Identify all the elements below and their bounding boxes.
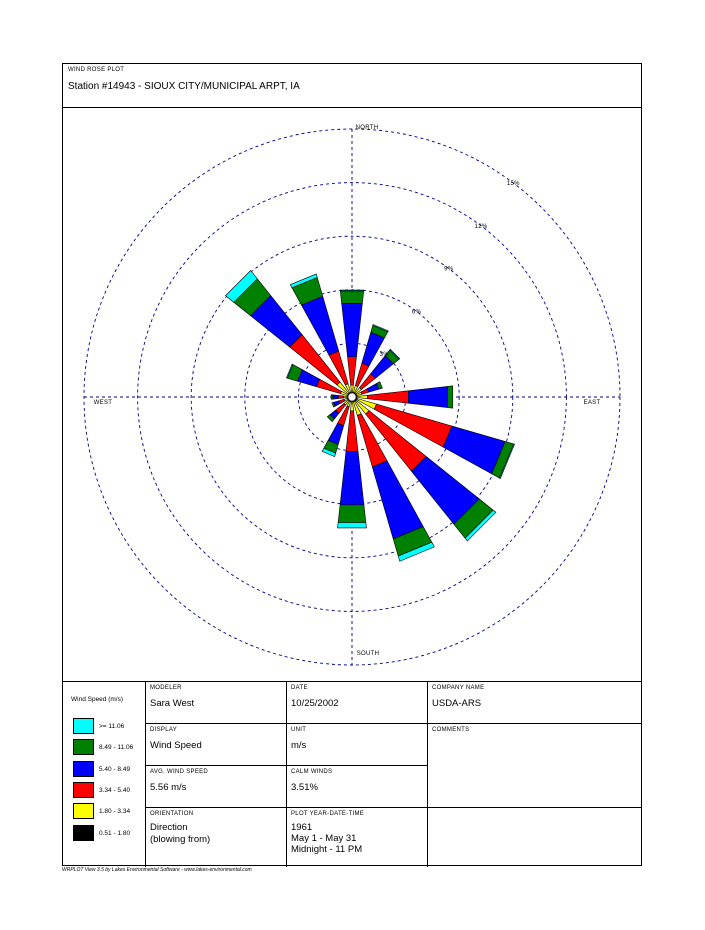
date-label: DATE — [291, 685, 308, 691]
petal-S-bin-4 — [338, 505, 366, 523]
petal-W-bin-1 — [344, 396, 348, 398]
ring-label-9pct: 9% — [444, 266, 454, 273]
station-title: Station #14943 - SIOUX CITY/MUNICIPAL ARPT, IA — [68, 81, 300, 92]
software-credit: WRPLOT View 3.5 by Lakes Environmental Software - www.lakes-environmental.com — [62, 867, 252, 873]
wind-rose-chart — [63, 107, 641, 681]
comments-label: COMMENTS — [432, 727, 470, 733]
legend-swatch-red — [73, 782, 94, 798]
petal-S-bin-1 — [350, 402, 353, 411]
avg-speed-value: 5.56 m/s — [150, 782, 187, 793]
unit-value: m/s — [291, 740, 307, 751]
wind-rose-report — [62, 63, 642, 866]
petal-E-bin-1 — [357, 395, 368, 398]
date-value: 10/25/2002 — [291, 698, 339, 709]
wind-rose-plot — [63, 107, 641, 681]
modeler-value: Sara West — [150, 698, 195, 709]
plot-time-label: PLOT YEAR-DATE-TIME — [291, 811, 365, 817]
legend-item: >= 11.06 — [99, 723, 125, 730]
west-label: WEST — [93, 400, 113, 406]
legend-swatch-green — [73, 739, 94, 755]
legend-item: 1.80 - 3.34 — [99, 808, 131, 815]
orientation-value-2: (blowing from) — [150, 834, 211, 845]
legend-title: Wind Speed (m/s) — [71, 696, 124, 703]
legend-item: 5.40 - 8.49 — [99, 766, 131, 773]
south-label: SOUTH — [356, 651, 380, 657]
ring-label-3pct: 3% — [379, 352, 389, 359]
calm-winds-label: CALM WINDS — [291, 769, 333, 775]
display-label: DISPLAY — [150, 727, 177, 733]
petal-E-bin-2 — [368, 391, 409, 403]
legend-item: 0.51 - 1.80 — [99, 830, 131, 837]
petal-E-bin-4 — [447, 386, 452, 408]
legend-item: 3.34 - 5.40 — [99, 787, 131, 794]
calm-winds-value: 3.51% — [291, 782, 318, 793]
avg-speed-label: AVG. WIND SPEED — [150, 769, 209, 775]
orientation-value-1: Direction — [150, 822, 188, 833]
petal-N-bin-5 — [340, 290, 364, 291]
plot-header — [63, 64, 641, 108]
plot-dates: May 1 - May 31 — [291, 833, 357, 844]
petal-N-bin-3 — [342, 303, 363, 356]
petal-S-bin-3 — [340, 452, 364, 505]
plot-hours: Midnight - 11 PM — [291, 844, 363, 855]
ring-label-15pct: 15% — [506, 180, 520, 187]
info-panel — [63, 681, 641, 867]
petal-W-bin-4 — [331, 395, 333, 400]
legend-swatch-black — [73, 825, 94, 841]
petal-W-bin-2 — [338, 395, 343, 398]
north-label: NORTH — [355, 125, 379, 131]
display-value: Wind Speed — [150, 740, 202, 751]
ring-label-6pct: 6% — [411, 309, 422, 316]
petal-N-bin-2 — [348, 357, 357, 385]
company-label: COMPANY NAME — [432, 685, 485, 691]
petal-N-bin-4 — [340, 291, 363, 303]
ring-label-12pct: 12% — [474, 223, 488, 230]
legend-swatch-blue — [73, 761, 94, 777]
modeler-label: MODELER — [150, 685, 182, 691]
unit-label: UNIT — [291, 727, 307, 733]
orientation-label: ORIENTATION — [150, 811, 194, 817]
petal-W-bin-3 — [333, 395, 338, 399]
legend-swatch-cyan — [73, 718, 94, 734]
company-value: USDA-ARS — [432, 698, 482, 709]
legend-swatch-yellow — [73, 803, 94, 819]
petal-S-bin-5 — [338, 523, 367, 528]
east-label: EAST — [583, 400, 601, 406]
plot-type-label: WIND ROSE PLOT — [68, 67, 125, 73]
calm-circle — [348, 393, 356, 401]
petal-E-bin-3 — [408, 386, 447, 407]
plot-year: 1961 — [291, 822, 313, 833]
petal-S-bin-2 — [346, 411, 358, 452]
legend-item: 8.49 - 11.06 — [99, 744, 134, 751]
petal-N-bin-1 — [351, 385, 354, 392]
